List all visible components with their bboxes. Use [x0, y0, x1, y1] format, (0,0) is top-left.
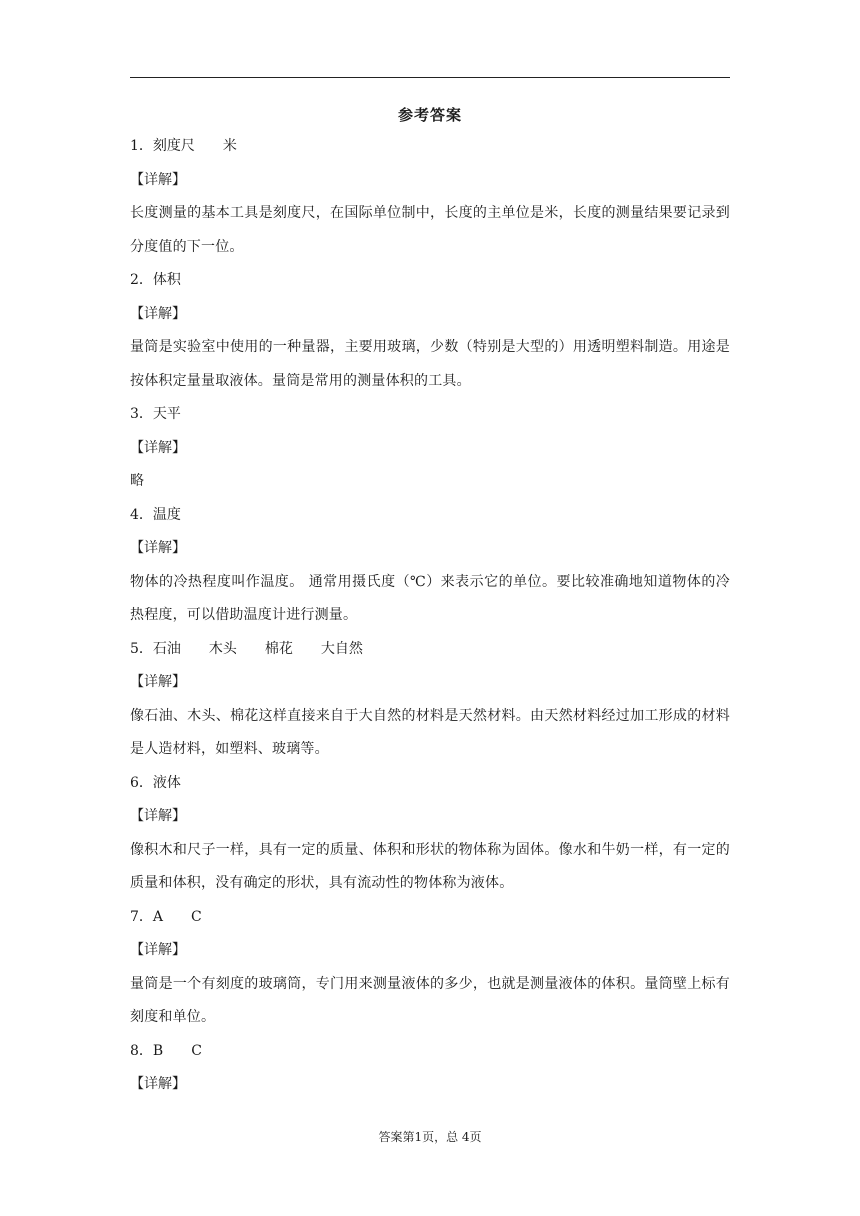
answer-line	[130, 901, 730, 935]
item-number: 3．	[130, 406, 153, 422]
detail-label: 【详解】	[130, 1076, 186, 1092]
item-number: 8．	[130, 1042, 153, 1059]
detail-label: 【详解】	[130, 305, 186, 322]
page-footer: 答案第1页，总 4页	[378, 1130, 482, 1144]
detail-label: 【详解】	[130, 171, 186, 188]
answer-line	[130, 767, 730, 801]
answer-text: 体积	[152, 272, 181, 288]
answer-text: 大自然	[320, 640, 363, 657]
detail-text: 物体的冷热程度叫作温度。 通常用摄氏度（℃）来表示它的单位。要比较准确地知道物体的冷热程度，可以借助温度计进行测量。	[130, 573, 730, 623]
answer-text: 刻度尺	[152, 138, 195, 154]
answer-text: 木头	[208, 640, 237, 657]
detail-label: 【详解】	[130, 439, 186, 456]
answer-text: 液体	[152, 774, 181, 791]
item-number: 2．	[130, 272, 153, 288]
answer-line	[130, 633, 730, 667]
answer-list	[130, 130, 730, 1102]
item-number: 5．	[130, 640, 153, 657]
answer-text: A	[152, 908, 164, 925]
item-number: 6．	[130, 774, 153, 791]
detail-label: 【详解】	[130, 942, 186, 958]
answer-text: C	[191, 1042, 202, 1059]
item-number: 1．	[130, 138, 153, 154]
answer-line	[130, 264, 730, 298]
answer-text: 棉花	[264, 640, 293, 657]
item-number: 7．	[130, 908, 153, 925]
answer-line	[130, 499, 730, 533]
answer-text: C	[191, 908, 202, 925]
detail-text: 量筒是实验室中使用的一种量器，主要用玻璃，少数（特别是大型的）用透明塑料制造。用途是按体积定量量取液体。量筒是常用的测量体积的工具。	[130, 339, 730, 389]
detail-text: 长度测量的基本工具是刻度尺，在国际单位制中，长度的主单位是米，长度的测量结果要记录到分度值的下一位。	[130, 205, 730, 255]
answer-text: B	[152, 1042, 164, 1059]
answer-line	[130, 130, 730, 164]
answer-text: 天平	[152, 406, 181, 422]
answer-text: 石油	[152, 640, 181, 657]
answer-text: 米	[222, 138, 237, 154]
detail-label: 【详解】	[130, 808, 186, 824]
answer-line	[130, 398, 730, 432]
answer-line	[130, 1035, 730, 1069]
answer-text: 温度	[152, 506, 181, 523]
detail-text: 像积木和尺子一样，具有一定的质量、体积和形状的物体称为固体。像水和牛奶一样，有一定的质量和体积，没有确定的形状，具有流动性的物体称为液体。	[130, 841, 730, 891]
item-number: 4．	[130, 506, 153, 523]
detail-text: 量筒是一个有刻度的玻璃筒，专门用来测量液体的多少，也就是测量液体的体积。量筒壁上标有刻度和单位。	[130, 975, 730, 1025]
detail-label: 【详解】	[130, 540, 186, 556]
detail-text: 略	[130, 473, 145, 489]
detail-label: 【详解】	[130, 674, 186, 690]
detail-text: 像石油、木头、棉花这样直接来自于大自然的材料是天然材料。由天然材料经过加工形成的材料是人造材料，如塑料、玻璃等。	[130, 707, 730, 757]
page-title: 参考答案	[397, 106, 462, 124]
header-rule	[130, 77, 730, 78]
